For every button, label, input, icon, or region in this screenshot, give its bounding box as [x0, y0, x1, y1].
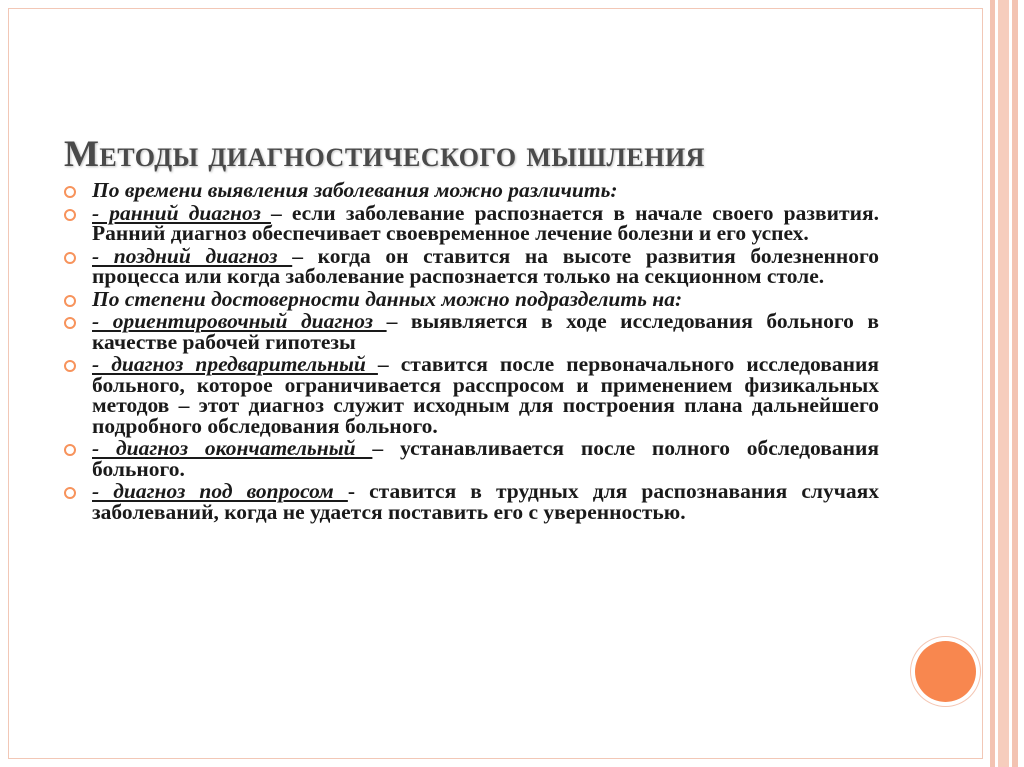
diagnosis-description: – если заболевание распознается в начале своего развития. Ранний диагноз обеспечивает своевременное лечение болезни и его успех. [92, 200, 879, 245]
diagnosis-term: - ориентировочный диагноз [92, 309, 387, 333]
bullet-list [64, 180, 879, 524]
slide-title: Методы диагностического мышления [64, 133, 705, 175]
list-item [64, 243, 880, 288]
accent-circle [915, 641, 976, 702]
diagnosis-term: - ранний диагноз [92, 200, 271, 225]
bullet-circle-icon [64, 209, 76, 221]
list-item-text [92, 354, 879, 436]
diagnosis-description: – когда он ставится на высоте развития болезненного процесса или когда заболевание распознается только на секционном столе. [92, 243, 880, 288]
diagnosis-description: – выявляется в ходе исследования больного в качестве рабочей гипотезы [92, 309, 879, 354]
list-item-text [92, 481, 879, 522]
bullet-circle-icon [64, 444, 76, 456]
list-item-text [92, 438, 879, 479]
diagnosis-description: – ставится после первоначального исследования больного, которое ограничивается расспросом и применением физикальных методов – этот диагноз служит исходным для построения плана дальнейшего подробного обследования больного. [92, 352, 879, 438]
bullet-circle-icon [64, 252, 76, 264]
diagnosis-description: - ставится в трудных для распознавания случаях заболеваний, когда не удается поставить его с уверенностью. [92, 479, 880, 524]
section-heading: По степени достоверности данных можно подразделить на: [92, 286, 683, 311]
bullet-circle-icon [64, 317, 76, 329]
bullet-circle-icon [64, 295, 76, 307]
list-item [64, 200, 879, 245]
list-item [64, 438, 879, 479]
list-item-text [92, 243, 880, 288]
diagnosis-term: - диагноз предварительный [92, 352, 378, 376]
list-item-text [92, 311, 879, 352]
list-item [64, 311, 879, 352]
section-heading: По времени выявления заболевания можно различить: [92, 178, 618, 202]
diagnosis-description: – устанавливается после полного обследования больного. [92, 436, 880, 481]
list-item-text [92, 200, 879, 245]
diagnosis-term: - диагноз окончательный [92, 436, 373, 460]
bullet-circle-icon [64, 186, 76, 198]
list-item [64, 354, 879, 436]
list-item [64, 481, 879, 522]
bullet-circle-icon [64, 360, 76, 372]
list-item [64, 180, 879, 201]
list-item [64, 286, 879, 311]
diagnosis-term: - поздний диагноз [92, 243, 293, 268]
bullet-circle-icon [64, 487, 76, 499]
diagnosis-term: - диагноз под вопросом [92, 479, 348, 503]
decorative-stripes [983, 0, 1024, 767]
